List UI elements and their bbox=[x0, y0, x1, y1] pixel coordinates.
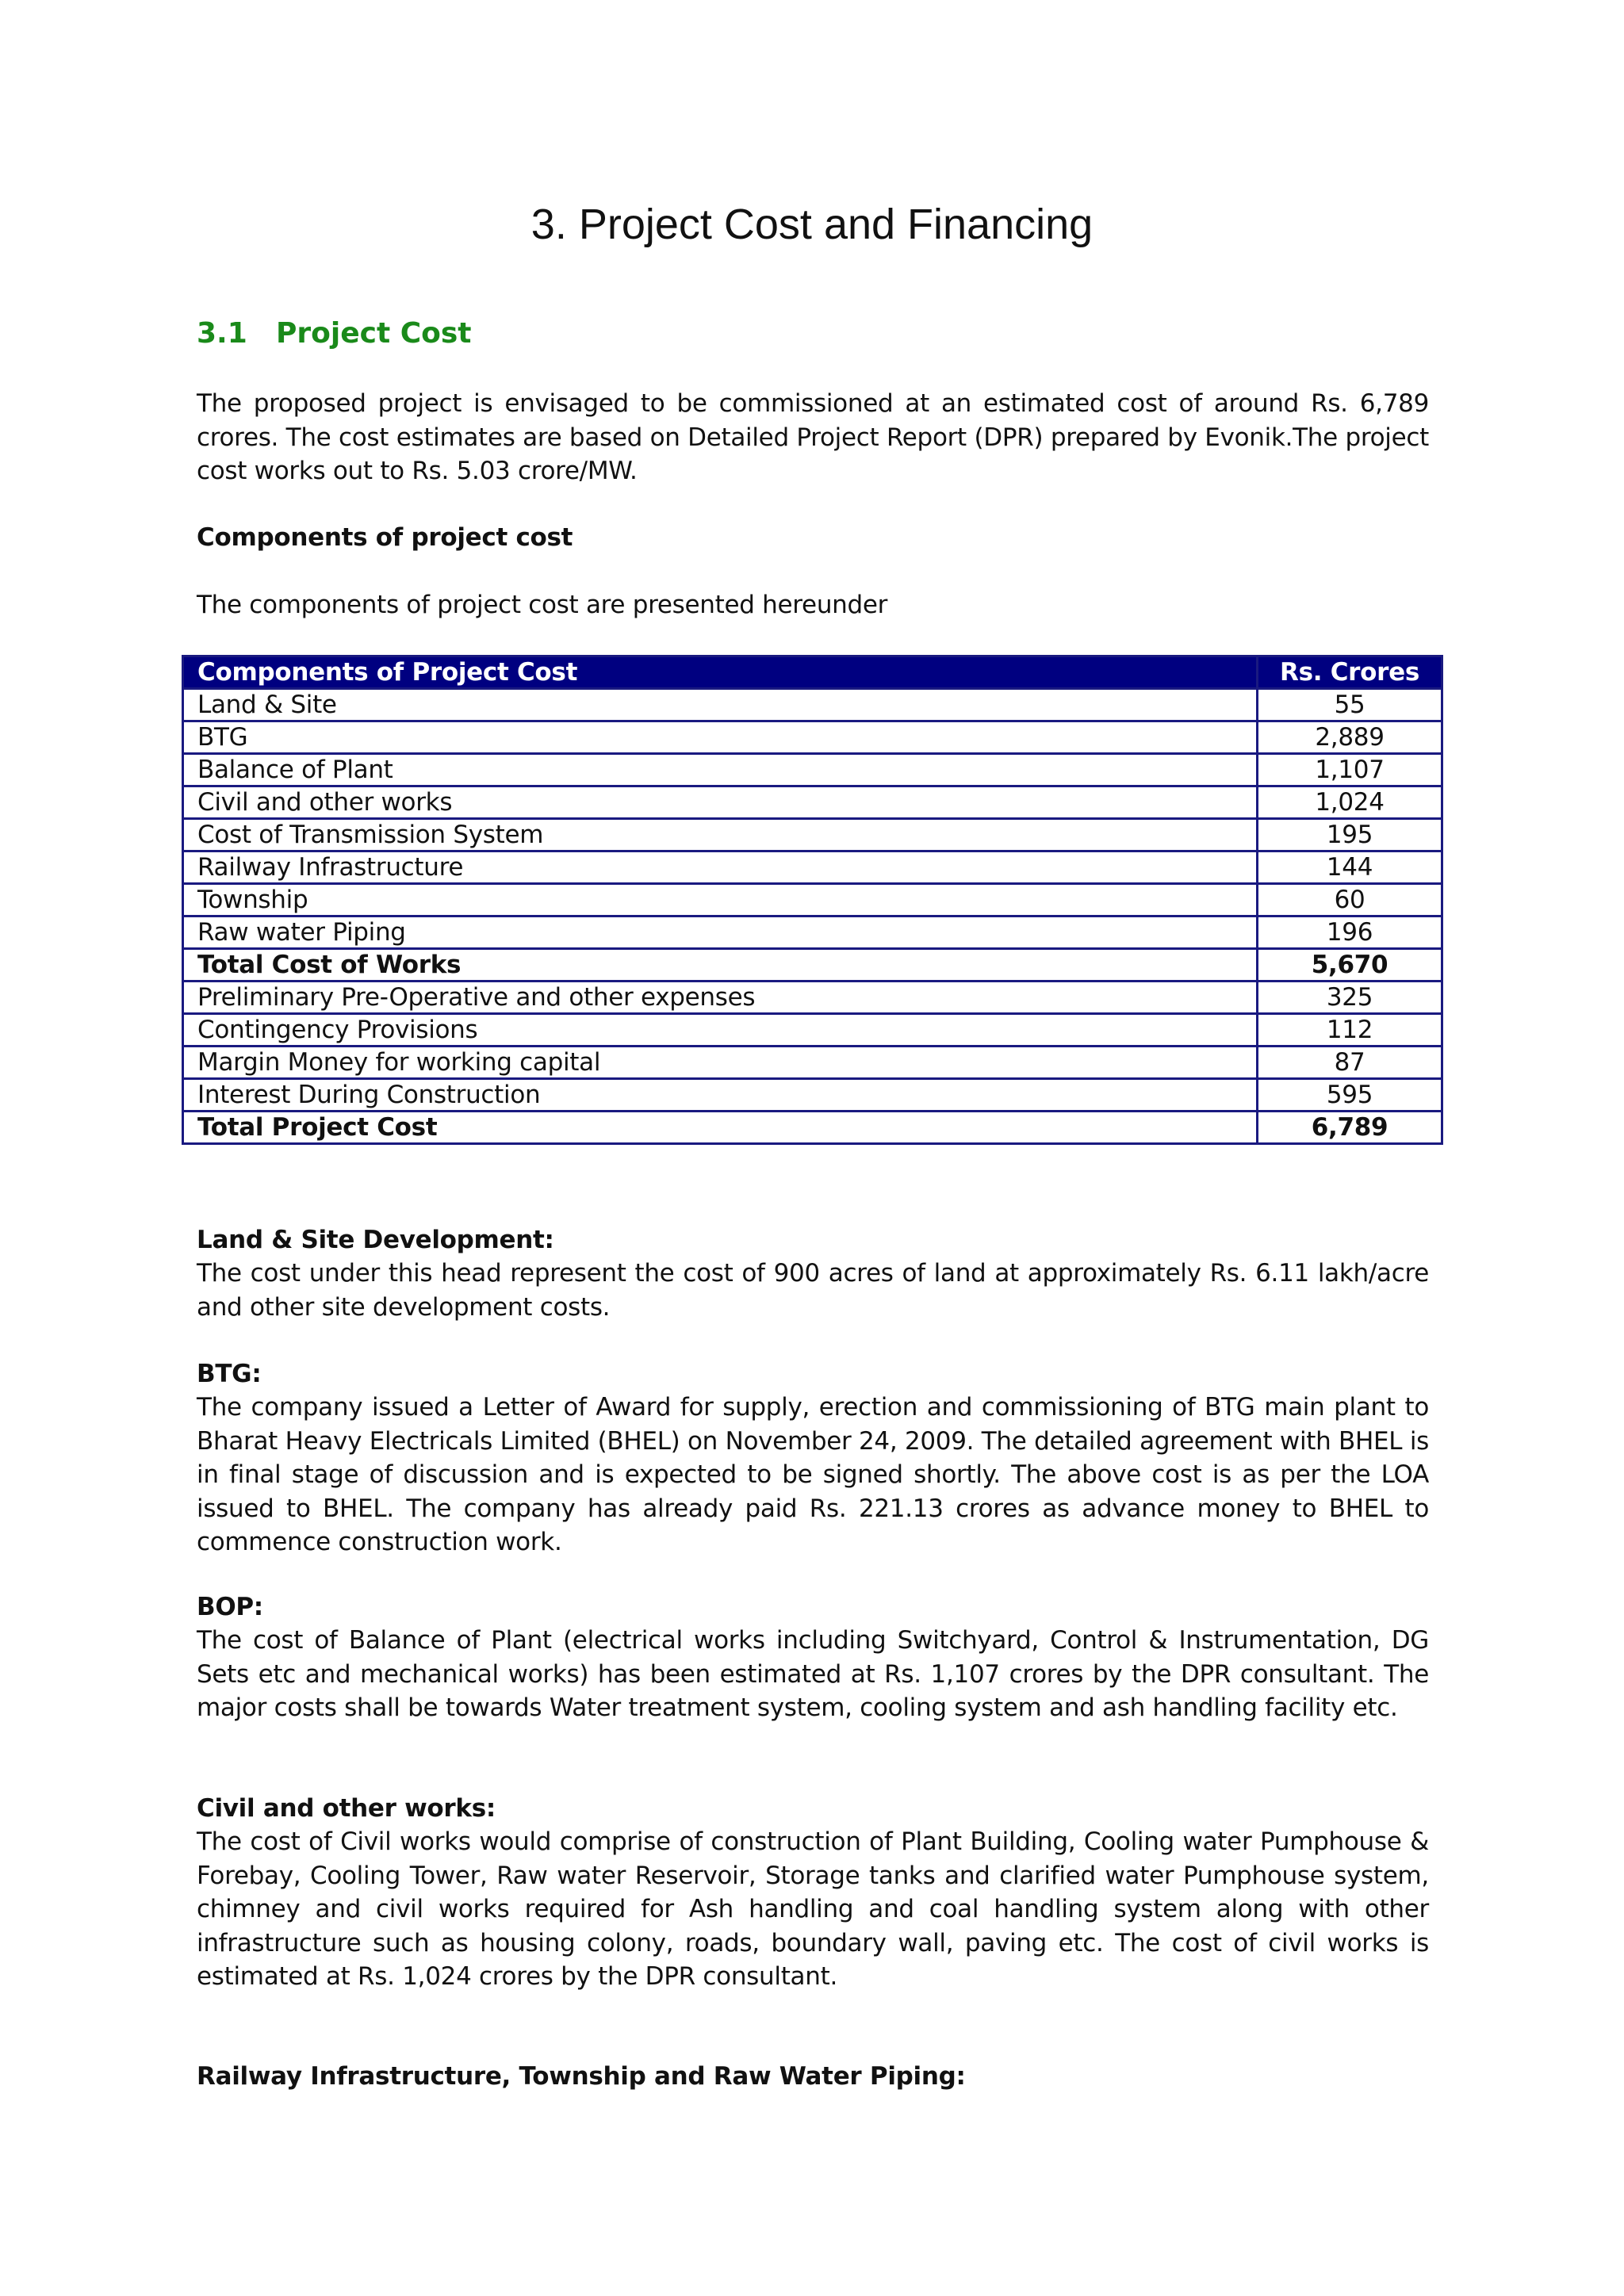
table-row bbox=[183, 851, 1442, 884]
component-value: 595 bbox=[1258, 1079, 1442, 1112]
component-label: Cost of Transmission System bbox=[183, 819, 1258, 851]
component-value: 196 bbox=[1258, 916, 1442, 949]
bop-heading: BOP: bbox=[197, 1593, 263, 1621]
btg-text: The company issued a Letter of Award for supply, erection and commissioning of BTG main plant to Bharat Heavy Electricals Limited (BHEL) on November 24, 2009. The detailed agreement with BHEL is in final stage of discussion and is expected to be signed shortly. The above cost is as per the LOA issued to BHEL. The company has already paid Rs. 221.13 crores as advance money to BHEL to commence construction work. bbox=[197, 1393, 1429, 1556]
component-label: Total Cost of Works bbox=[183, 949, 1258, 982]
component-value: 5,670 bbox=[1258, 949, 1442, 982]
table-row bbox=[183, 1079, 1442, 1112]
header-component: Components of Project Cost bbox=[183, 656, 1258, 689]
component-value: 1,107 bbox=[1258, 754, 1442, 786]
page-title: 3. Project Cost and Financing bbox=[530, 201, 1094, 248]
table-row bbox=[183, 689, 1442, 721]
table-row bbox=[183, 1047, 1442, 1079]
component-value: 60 bbox=[1258, 884, 1442, 916]
table-total-row bbox=[183, 949, 1442, 982]
component-value: 2,889 bbox=[1258, 721, 1442, 754]
table-row bbox=[183, 884, 1442, 916]
land-text: The cost under this head represent the cost of 900 acres of land at approximately Rs. 6.11 lakh/acre and other site development costs. bbox=[197, 1259, 1429, 1322]
project-cost-table bbox=[182, 655, 1443, 1145]
component-value: 87 bbox=[1258, 1047, 1442, 1079]
bop-text: The cost of Balance of Plant (electrical works including Switchyard, Control & Instrumentation, DG Sets etc and mechanical works) has been estimated at Rs. 1,107 crores by the DPR consultant. The major costs shall be towards Water treatment system, cooling system and ash handling facility etc. bbox=[197, 1626, 1429, 1722]
section-heading bbox=[197, 317, 472, 350]
component-label: Civil and other works bbox=[183, 786, 1258, 819]
component-label: Raw water Piping bbox=[183, 916, 1258, 949]
table-row bbox=[183, 754, 1442, 786]
components-heading: Components of project cost bbox=[197, 523, 573, 552]
component-label: Margin Money for working capital bbox=[183, 1047, 1258, 1079]
railway-heading: Railway Infrastructure, Township and Raw Water Piping: bbox=[197, 2062, 966, 2091]
table-header-row bbox=[183, 656, 1442, 689]
component-label: Township bbox=[183, 884, 1258, 916]
table-row bbox=[183, 721, 1442, 754]
component-value: 112 bbox=[1258, 1014, 1442, 1047]
land-heading: Land & Site Development: bbox=[197, 1226, 554, 1254]
component-label: Contingency Provisions bbox=[183, 1014, 1258, 1047]
table-row bbox=[183, 982, 1442, 1014]
btg-heading: BTG: bbox=[197, 1360, 262, 1388]
section-number: 3.1 bbox=[197, 317, 247, 350]
component-value: 55 bbox=[1258, 689, 1442, 721]
component-label: BTG bbox=[183, 721, 1258, 754]
component-label: Total Project Cost bbox=[183, 1112, 1258, 1144]
component-value: 325 bbox=[1258, 982, 1442, 1014]
section-title: Project Cost bbox=[276, 317, 472, 350]
component-label: Preliminary Pre-Operative and other expenses bbox=[183, 982, 1258, 1014]
component-value: 195 bbox=[1258, 819, 1442, 851]
component-label: Balance of Plant bbox=[183, 754, 1258, 786]
civil-text: The cost of Civil works would comprise of construction of Plant Building, Cooling water Pumphouse & Forebay, Cooling Tower, Raw water Reservoir, Storage tanks and clarified water Pumphouse system, chimney and civil works required for Ash handling and coal handling system along with other infrastructure such as housing colony, roads, boundary wall, paving etc. The cost of civil works is estimated at Rs. 1,024 crores by the DPR consultant. bbox=[197, 1827, 1429, 1991]
civil-heading: Civil and other works: bbox=[197, 1794, 496, 1823]
table-row bbox=[183, 819, 1442, 851]
component-value: 144 bbox=[1258, 851, 1442, 884]
table-row bbox=[183, 786, 1442, 819]
table-total-row bbox=[183, 1112, 1442, 1144]
component-label: Land & Site bbox=[183, 689, 1258, 721]
components-intro: The components of project cost are presented hereunder bbox=[197, 591, 888, 619]
component-label: Railway Infrastructure bbox=[183, 851, 1258, 884]
component-value: 1,024 bbox=[1258, 786, 1442, 819]
table-row bbox=[183, 1014, 1442, 1047]
table-row bbox=[183, 916, 1442, 949]
component-label: Interest During Construction bbox=[183, 1079, 1258, 1112]
component-value: 6,789 bbox=[1258, 1112, 1442, 1144]
intro-paragraph: The proposed project is envisaged to be commissioned at an estimated cost of around Rs. 6,789 crores. The cost estimates are based on Detailed Project Report (DPR) prepared by Evonik.The project cost works out to Rs. 5.03 crore/MW. bbox=[197, 389, 1429, 485]
header-value: Rs. Crores bbox=[1258, 656, 1442, 689]
